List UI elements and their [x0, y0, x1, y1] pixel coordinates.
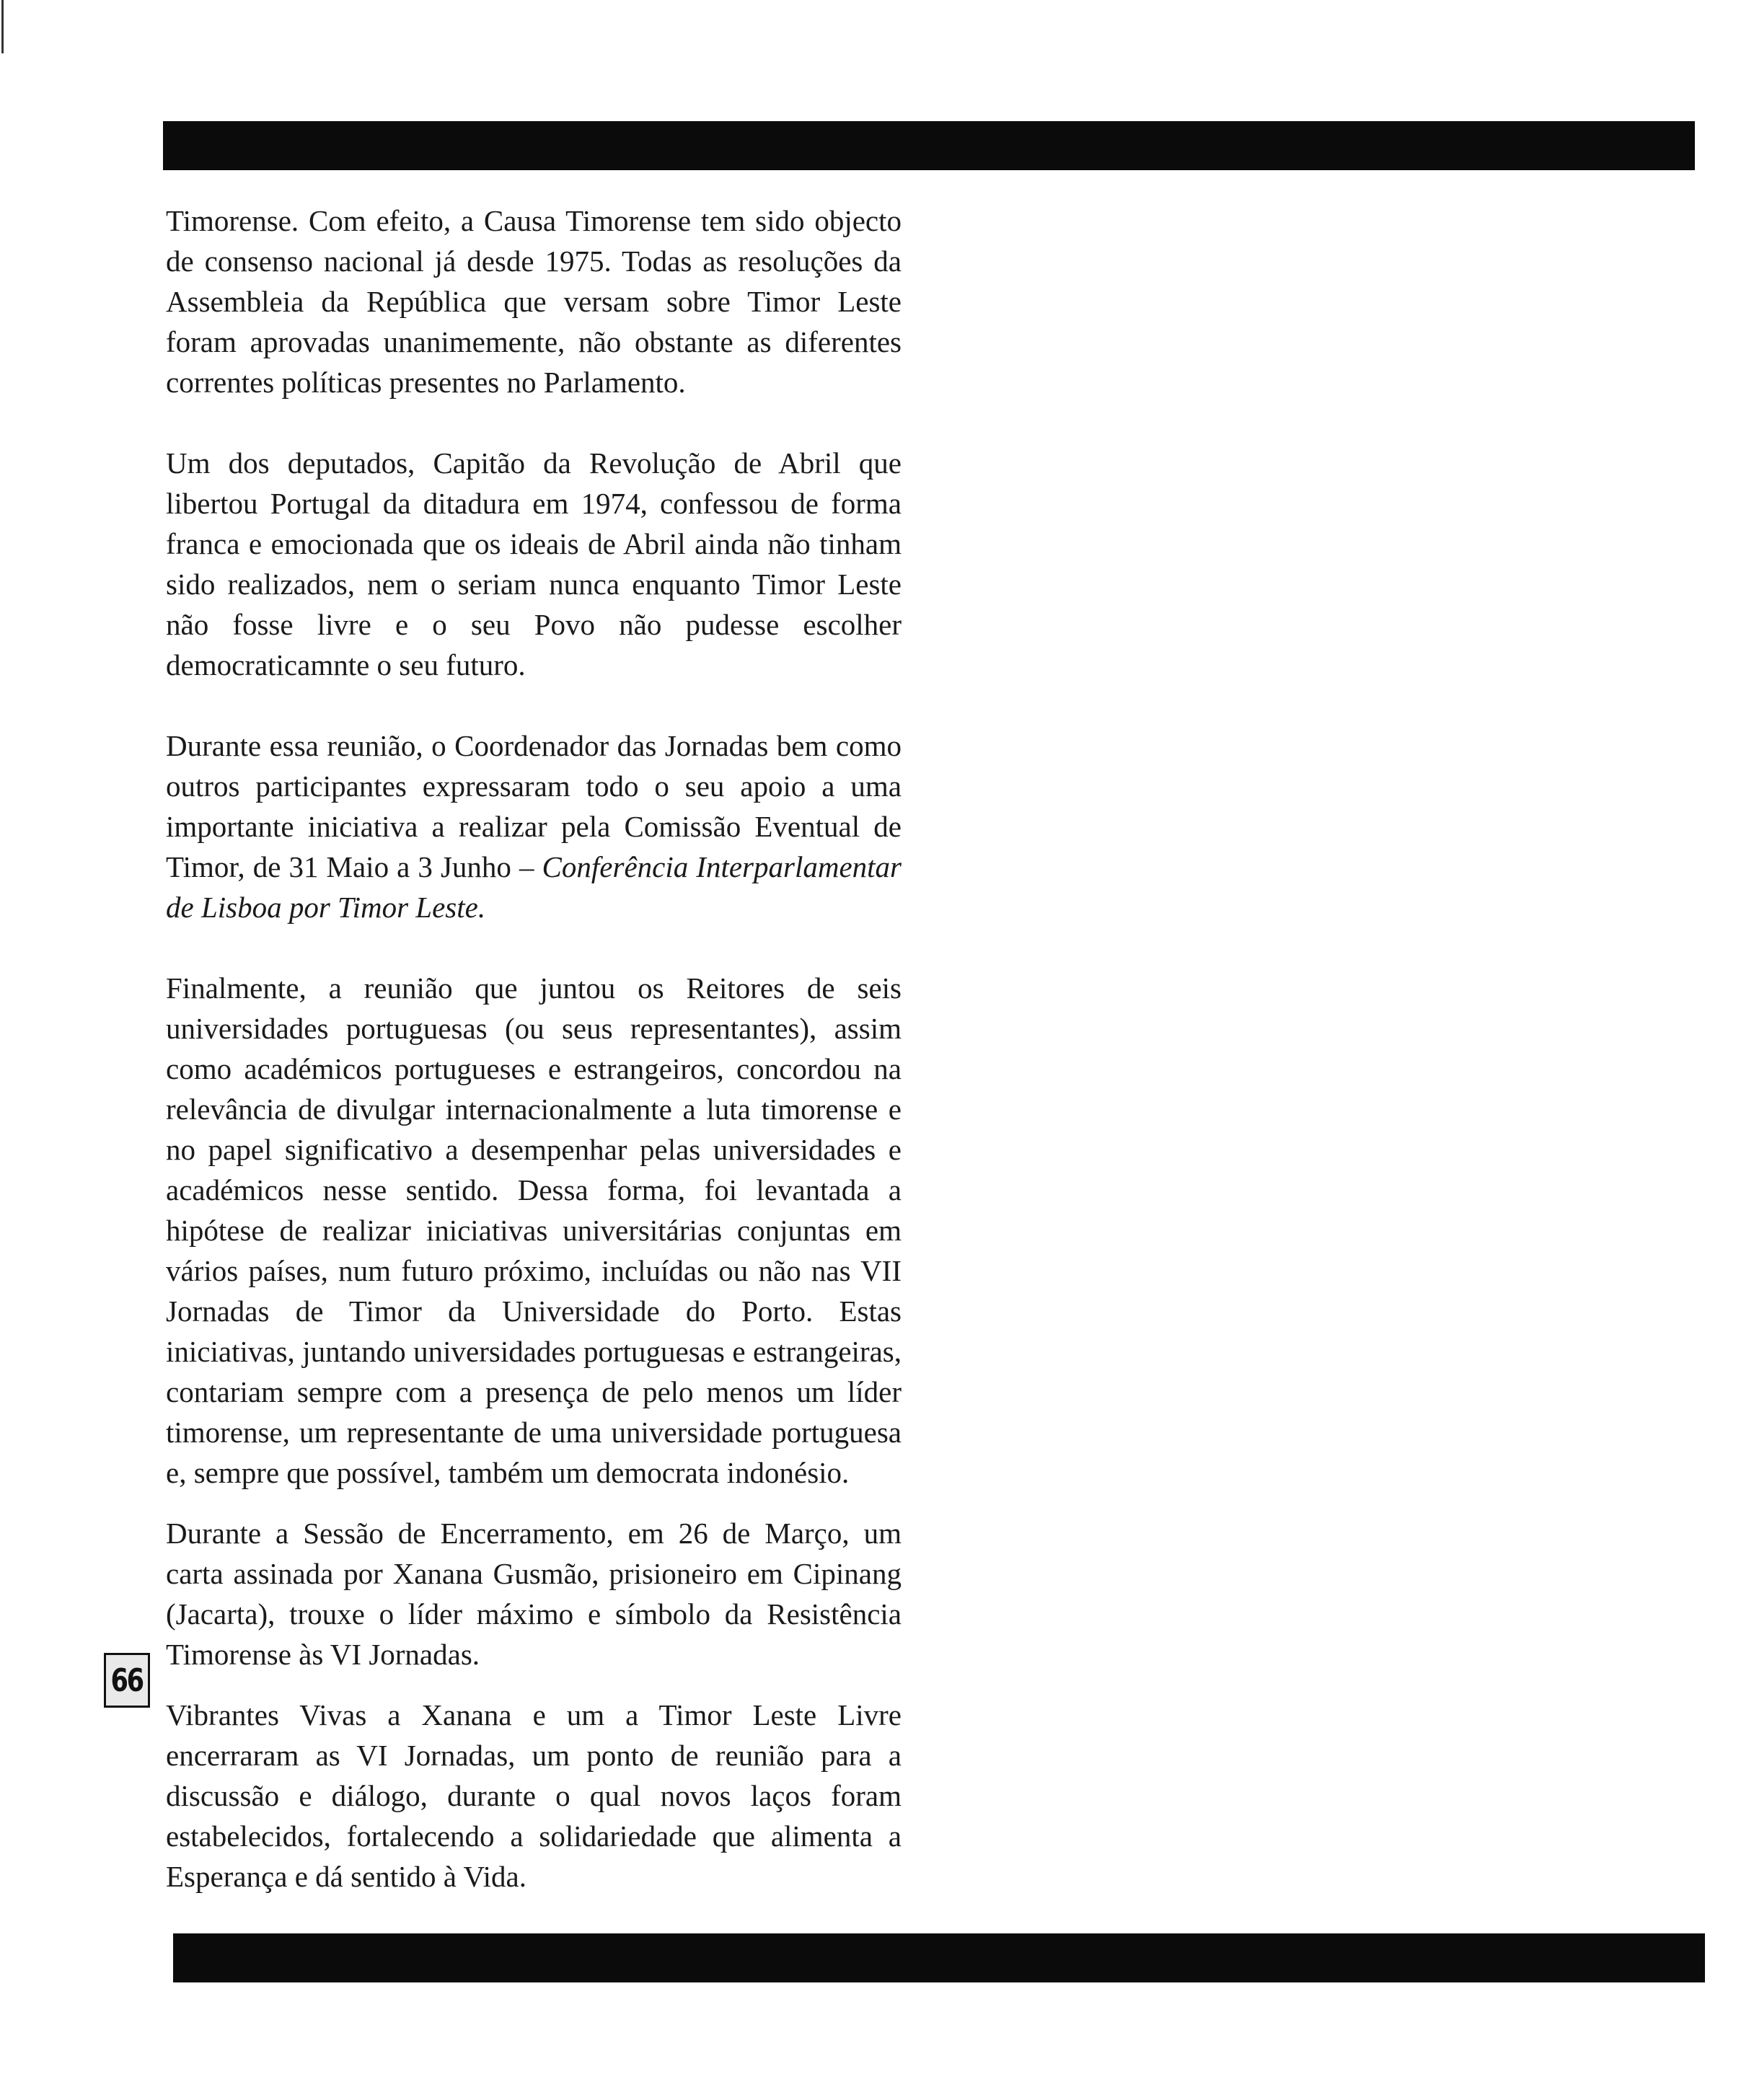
paragraph-4: Finalmente, a reunião que juntou os Reitores de seis universidades portuguesas (ou seus representantes), assim como académicos portugueses e estrangeiros, concordou na relevância de divulgar internacionalmente a luta timorense e no papel significativo a desempenhar pelas universidades e académicos nesse sentido. Dessa forma, foi levantada a hipótese de realizar iniciativas universitárias conjuntas em vários países, num futuro próximo, incluídas ou não nas VII Jornadas de Timor da Universidade do Porto. Estas iniciativas, juntando universidades portuguesas e estrangeiras, contariam sempre com a presença de pelo menos um líder timorense, um representante de uma universidade portuguesa e, sempre que possível, também um democrata indonésio. [166, 971, 902, 1489]
footer-bar [173, 1933, 1705, 1982]
body-text [166, 200, 902, 1897]
paragraph-5: Durante a Sessão de Encerramento, em 26 de Março, um carta assinada por Xanana Gusmão, prisioneiro em Cipinang (Jacarta), trouxe o líder máximo e símbolo da Resistência Timorense às VI Jornadas. [166, 1517, 902, 1671]
paragraph-3-text: Durante essa reunião, o Coordenador das Jornadas bem como outros participantes expressaram todo o seu apoio a uma importante iniciativa a realizar pela Comissão Eventual de Timor, de 31 Maio a 3 Junho – [166, 729, 902, 883]
paragraph-2: Um dos deputados, Capitão da Revolução de Abril que libertou Portugal da ditadura em 1974, confessou de forma franca e emocionada que os ideais de Abril ainda não tinham sido realizados, nem o seriam nunca enquanto Timor Leste não fosse livre e o seu Povo não pudesse escolher democraticamnte o seu futuro. [166, 446, 902, 681]
conference-title: Conferência Interparlamentar de Lisboa por Timor Leste. [166, 850, 902, 924]
paragraph-3 [166, 725, 902, 927]
page-number-box [104, 1653, 150, 1708]
paragraph-1: Timorense. Com efeito, a Causa Timorense tem sido objecto de consenso nacional já desde 1975. Todas as resoluções da Assembleia da República que versam sobre Timor Leste foram aprovadas unanimemente, não obstante as diferentes correntes políticas presentes no Parlamento. [166, 204, 902, 399]
header-bar [163, 121, 1695, 170]
paragraph-6: Vibrantes Vivas a Xanana e um a Timor Leste Livre encerraram as VI Jornadas, um ponto de reunião para a discussão e diálogo, durante o qual novos laços foram estabelecidos, fortalecendo a solidariedade que alimenta a Esperança e dá sentido à Vida. [166, 1698, 902, 1893]
scan-edge-line [1, 0, 4, 53]
page-number: 66 [110, 1662, 144, 1699]
